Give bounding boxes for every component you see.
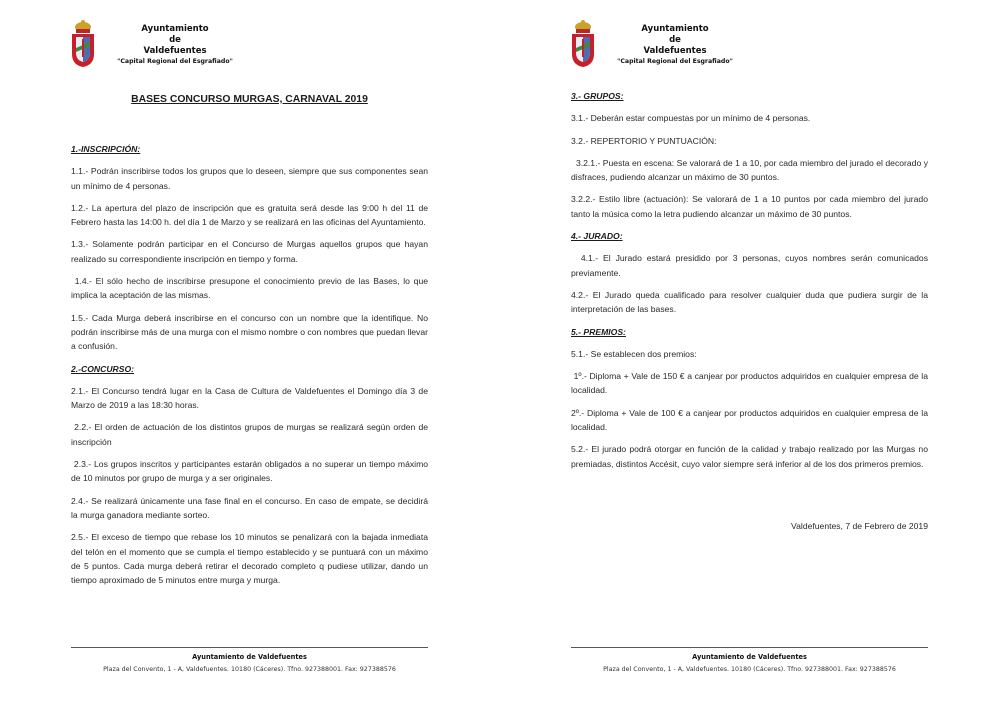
clause-2-5: 2.5.- El exceso de tiempo que rebase los 10 minutos se penalizará con la bajada inmediata del telón en el momento que se cumpla el tiempo establecido y se puntuará con un máximo de 5 puntos. Cada murga deberá retirar el decorado completo q pudiese utilizar, dando un tiempo aproximado de 5 minutos entre murga y murga. — [71, 532, 428, 586]
document-page-2 — [500, 0, 1000, 707]
footer-org-name: Ayuntamiento de Valdefuentes — [692, 653, 807, 661]
clause-3-2-2: 3.2.2.- Estilo libre (actuación): Se valorará de 1 a 10 puntos por cada miembro del jurado tanto la música como la letra pudiendo alcanzar un máximo de 30 puntos. — [571, 194, 928, 219]
section-grupos-heading: 3.- GRUPOS: — [571, 91, 624, 101]
clause-1-4: 1.4.- El sólo hecho de inscribirse presupone el conocimiento previo de las Bases, lo que implica la aceptación de las mismas. — [71, 276, 431, 301]
footer-address: Plaza del Convento, 1 - A, Valdefuentes. 10180 (Cáceres). Tfno. 927388001. Fax: 927388576 — [603, 666, 896, 673]
organization-name — [600, 24, 750, 66]
clause-1-3: 1.3.- Solamente podrán participar en el Concurso de Murgas aquellos grupos que hayan realizado su correspondiente inscripción en tiempo y forma. — [71, 239, 428, 264]
section-premios-heading: 5.- PREMIOS: — [571, 326, 626, 337]
clause-1-2: 1.2.- La apertura del plazo de inscripción que es gratuita será desde las 9:00 h del 11 de Febrero hasta las 14:00 h. del día 1 de Marzo y se realizará en las oficinas del Ayuntamiento. — [71, 202, 428, 228]
clause-2-4: 2.4.- Se realizará únicamente una fase final en el concurso. En caso de empate, se decidirá la murga ganadora mediante sorteo. — [71, 495, 428, 520]
clause-4-2: 4.2.- El Jurado queda cualificado para resolver cualquier duda que pudiera surgir de la interpretación de las bases. — [571, 289, 928, 315]
section-concurso-heading: 2.-CONCURSO: — [71, 363, 135, 374]
clause-5-2: 5.2.- El jurado podrá otorgar en función de la calidad y trabajo realizado por las Murgas no premiadas, distintos Accésit, cuyo valor siempre será inferior al de los dos primeros premios. — [571, 444, 928, 469]
page-2-body — [571, 89, 931, 533]
page-1-body — [71, 142, 431, 595]
clause-2-3: 2.3.- Los grupos inscritos y participantes estarán obligados a no superar un tiempo máximo de 10 minutos por grupo de murga y a ser originales. — [71, 459, 431, 484]
org-tagline: "Capital Regional del Esgrafiado" — [117, 58, 233, 65]
section-jurado-heading: 4.- JURADO: — [571, 231, 623, 242]
page-footer — [571, 647, 928, 673]
clause-2-1: 2.1.- El Concurso tendrá lugar en la Casa de Cultura de Valdefuentes el Domingo día 3 de Marzo de 2019 a las 18:30 horas. — [71, 385, 428, 411]
clause-3-2: 3.2.- REPERTORIO Y PUNTUACIÓN: — [571, 135, 717, 146]
letterhead — [70, 20, 270, 72]
signature-date: Valdefuentes, 7 de Febrero de 2019 — [791, 520, 928, 531]
org-line-2: de — [169, 35, 181, 45]
footer-org-name: Ayuntamiento de Valdefuentes — [192, 653, 307, 661]
clause-3-1: 3.1.- Deberán estar compuestas por un mínimo de 4 personas. — [571, 113, 811, 124]
clause-2-2: 2.2.- El orden de actuación de los distintos grupos de murgas se realizará según orden de inscripción — [71, 422, 431, 447]
organization-name — [100, 24, 250, 66]
clause-5-1: 5.1.- Se establecen dos premios: — [571, 348, 697, 359]
document-title: BASES CONCURSO MURGAS, CARNAVAL 2019 — [131, 94, 368, 105]
org-tagline: "Capital Regional del Esgrafiado" — [617, 58, 733, 65]
org-line-1: Ayuntamiento — [641, 24, 709, 34]
coat-of-arms-icon — [570, 20, 596, 68]
org-line-2: de — [669, 35, 681, 45]
org-line-3: Valdefuentes — [643, 46, 707, 56]
clause-1-5: 1.5.- Cada Murga deberá inscribirse en el concurso con un nombre que la identifique. No podrán inscribirse más de una murga con el mismo nombre o con nombres que puedan llevar a confusión. — [71, 312, 428, 352]
coat-of-arms-icon — [70, 20, 96, 68]
clause-4-1: 4.1.- El Jurado estará presidido por 3 personas, cuyos nombres serán comunicados previamente. — [571, 253, 931, 278]
org-line-3: Valdefuentes — [143, 46, 207, 56]
prize-second: 2º.- Diploma + Vale de 100 € a canjear por productos adquiridos en cualquier empresa de la localidad. — [571, 407, 928, 433]
section-inscripcion-heading: 1.-INSCRIPCIÓN: — [71, 144, 141, 154]
clause-3-2-1: 3.2.1.- Puesta en escena: Se valorará de 1 a 10, por cada miembro del jurado el decorado y disfraces, pudiendo alcanzar un máximo de 30 puntos. — [571, 157, 931, 183]
clause-1-1: 1.1.- Podrán inscribirse todos los grupos que lo deseen, siempre que sus componentes sean un mínimo de 4 personas. — [71, 166, 428, 191]
footer-address: Plaza del Convento, 1 - A, Valdefuentes. 10180 (Cáceres). Tfno. 927388001. Fax: 927388576 — [103, 666, 396, 673]
org-line-1: Ayuntamiento — [141, 24, 209, 34]
page-footer — [71, 647, 428, 673]
letterhead — [570, 20, 770, 72]
prize-first: 1º.- Diploma + Vale de 150 € a canjear por productos adquiridos en cualquier empresa de la localidad. — [571, 371, 931, 396]
